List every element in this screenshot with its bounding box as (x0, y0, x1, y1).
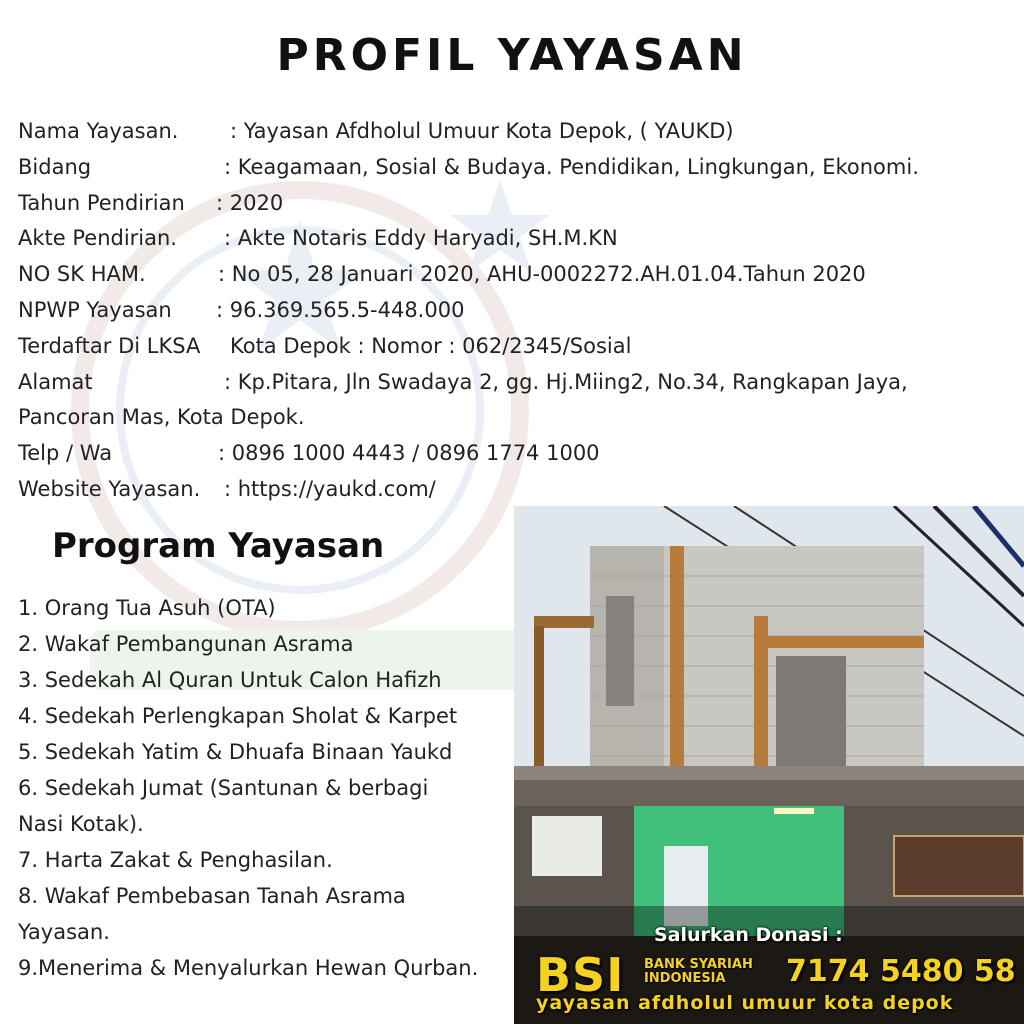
building-photo-illustration (514, 506, 1024, 1024)
profile-value: : Kp.Pitara, Jln Swadaya 2, gg. Hj.Miing2, No.34, Rangkapan Jaya, (224, 369, 908, 394)
profile-row-npwp (18, 293, 1008, 329)
list-item: 8. Wakaf Pembebasan Tanah Asrama (18, 884, 406, 908)
profile-row-telp (18, 436, 1008, 472)
list-item: 7. Harta Zakat & Penghasilan. (18, 848, 333, 872)
program-list (18, 590, 518, 986)
profile-row-alamat (18, 365, 1008, 401)
profile-value: : 96.369.565.5-448.000 (216, 297, 465, 322)
bank-name-line2: INDONESIA (644, 971, 726, 986)
profile-value: : Keagamaan, Sosial & Budaya. Pendidikan, Lingkungan, Ekonomi. (224, 154, 919, 179)
list-item: Nasi Kotak). (18, 812, 144, 836)
list-item: 5. Sedekah Yatim & Dhuafa Binaan Yaukd (18, 740, 453, 764)
list-item: 2. Wakaf Pembangunan Asrama (18, 632, 354, 656)
profile-label: Telp / Wa (18, 441, 113, 466)
profile-label: Terdaftar Di LKSA (18, 333, 201, 358)
profile-row-nama (18, 114, 1008, 150)
list-item: 6. Sedekah Jumat (Santunan & berbagi (18, 776, 429, 800)
bank-name-line1: BANK SYARIAH (644, 957, 753, 972)
account-name: yayasan afdholul umuur kota depok (536, 992, 954, 1014)
profile-label: Akte Pendirian. (18, 226, 177, 251)
list-item: 4. Sedekah Perlengkapan Sholat & Karpet (18, 704, 458, 728)
profile-label: Alamat (18, 369, 93, 394)
profile-label: NPWP Yayasan (18, 297, 172, 322)
page-title: PROFIL YAYASAN (276, 30, 748, 81)
profile-label: Tahun Pendirian (18, 190, 185, 215)
profile-value: Kota Depok : Nomor : 062/2345/Sosial (230, 333, 632, 358)
profile-value: : 2020 (216, 190, 284, 215)
profile-row-tahun (18, 186, 1008, 222)
profile-row-sk-ham (18, 257, 1008, 293)
program-title: Program Yayasan (52, 526, 385, 566)
list-item: 1. Orang Tua Asuh (OTA) (18, 596, 276, 620)
profile-row-akte (18, 221, 1008, 257)
account-number: 7174 5480 58 (786, 954, 1016, 989)
profile-value: : 0896 1000 4443 / 0896 1774 1000 (218, 441, 600, 466)
donation-label: Salurkan Donasi : (654, 924, 843, 946)
profile-value-continuation: Pancoran Mas, Kota Depok. (18, 405, 305, 430)
profile-row-website (18, 472, 1008, 508)
profile-section (18, 114, 1008, 508)
list-item: 3. Sedekah Al Quran Untuk Calon Hafizh (18, 668, 442, 692)
profile-label: NO SK HAM. (18, 262, 146, 287)
list-item: Yayasan. (18, 920, 110, 944)
profile-value: : Akte Notaris Eddy Haryadi, SH.M.KN (224, 226, 618, 251)
profile-row-bidang (18, 150, 1008, 186)
building-photo (514, 506, 1024, 1024)
website-link[interactable]: : https://yaukd.com/ (224, 476, 436, 501)
profile-value: : No 05, 28 Januari 2020, AHU-0002272.AH.01.04.Tahun 2020 (218, 262, 866, 287)
bsi-logo: BSI (536, 948, 625, 1002)
profile-label: Website Yayasan. (18, 476, 201, 501)
bank-name (644, 958, 784, 986)
profile-value: : Yayasan Afdholul Umuur Kota Depok, ( YAUKD) (230, 119, 734, 143)
list-item: 9.Menerima & Menyalurkan Hewan Qurban. (18, 956, 479, 980)
profile-label: Nama Yayasan. (18, 119, 179, 143)
profile-row-lksa (18, 329, 1008, 365)
profile-row-alamat-cont (18, 400, 1008, 436)
profile-label: Bidang (18, 154, 92, 179)
